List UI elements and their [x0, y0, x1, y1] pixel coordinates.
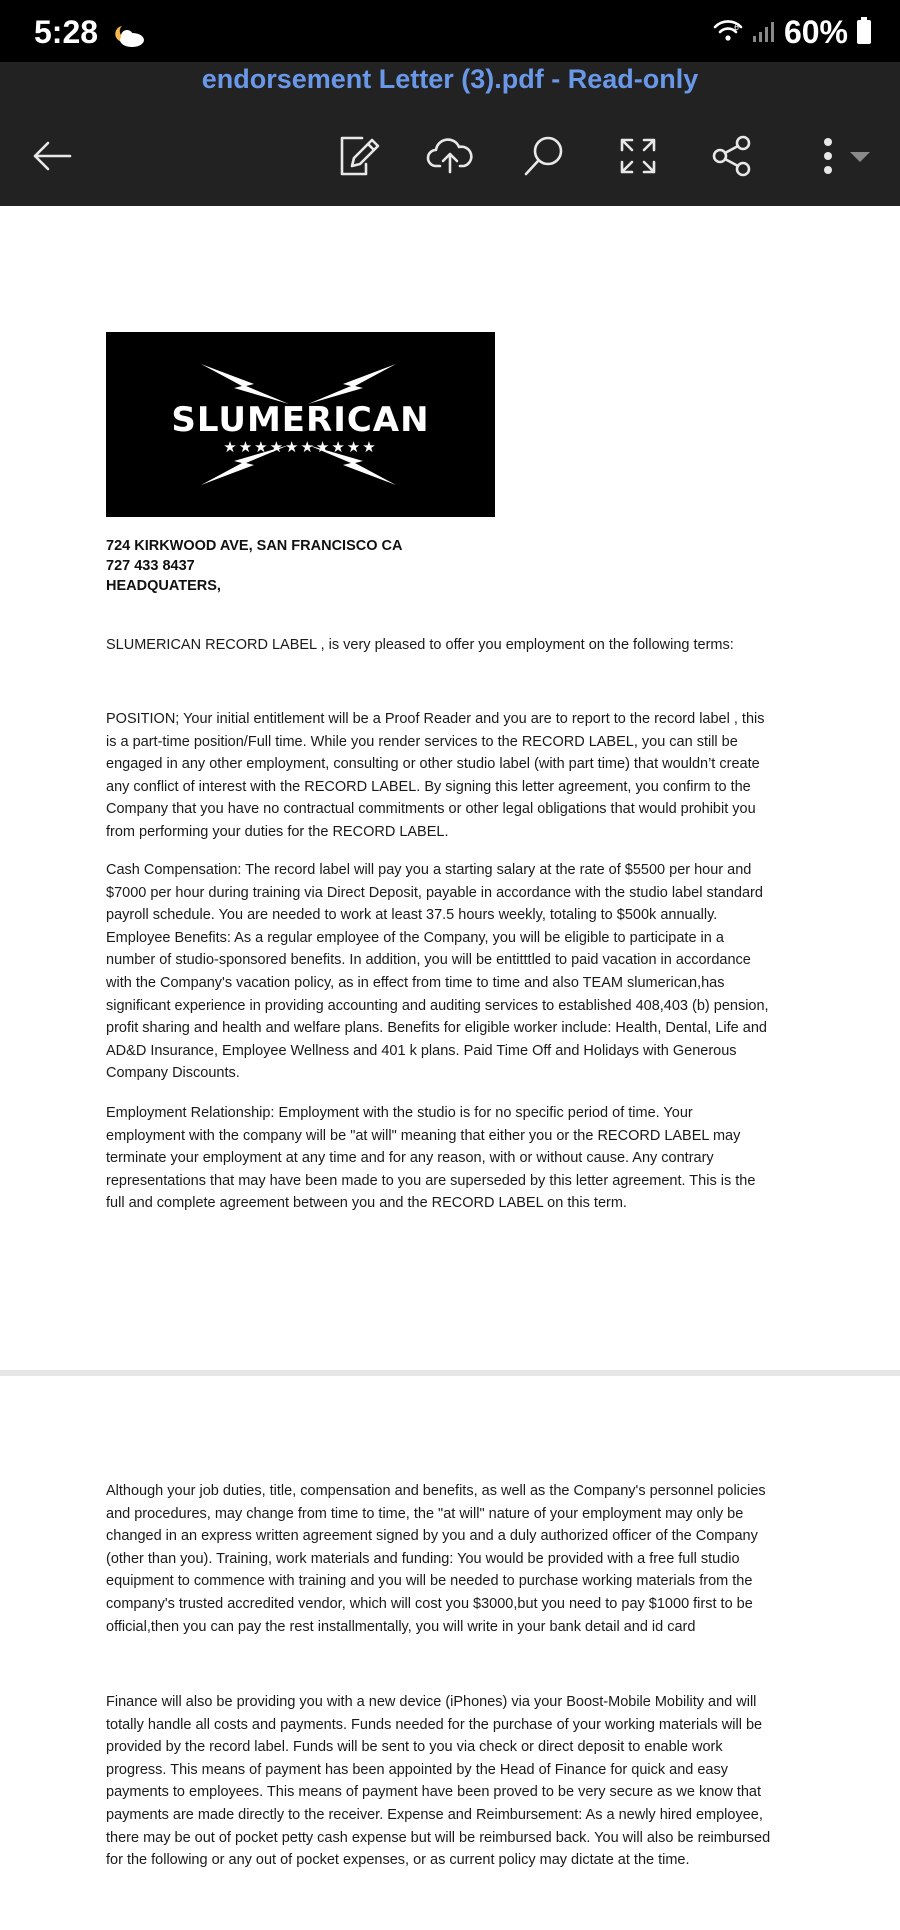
share-button[interactable] [704, 130, 760, 186]
battery-icon [856, 17, 872, 49]
search-icon [522, 134, 566, 182]
back-arrow-icon [30, 138, 74, 178]
dropdown-caret-icon[interactable] [850, 152, 870, 162]
document-title: endorsement Letter (3).pdf - Read-only [201, 64, 699, 94]
signal-icon [752, 19, 776, 47]
position-paragraph: POSITION; Your initial entitlement will be a Proof Reader and you are to report to the record label , this is a part-time position/Full time. While you render services to the RECORD LABEL, you can still be engaged in any other employment, consulting or other studio label (with part time) that wouldn’t create any conflict of interest with the RECORD LABEL. By signing this letter agreement, you confirm to the Company that you have no contractual commitments or other legal obligations that would prohibit you from performing your duties for the RECORD LABEL. [106, 711, 765, 840]
intro-paragraph: SLUMERICAN RECORD LABEL , is very pleased to offer you employment on the following terms: [106, 637, 734, 653]
fullscreen-icon [618, 136, 658, 180]
compensation-paragraph: Cash Compensation: The record label will pay you a starting salary at the rate of $5500 per hour and $7000 per hour during training via Direct Deposit, payable in accordance with the studio label standard payroll schedule. You are needed to work at least 37.5 hours weekly, totaling to $500k annually. Employee Benefits: As a regular employee of the Company, you will be eligible to participate in a number of studio-sponsored benefits. In addition, you will be entitttled to paid vacation in accordance with the Company's vacation policy, as in effect from time to time and also TEAM slumerican,has significant experience in providing accounting and auditing services to established 408,403 (b) pension, profit sharing and health and welfare plans. Benefits for eligible worker include: Health, Dental, Life and AD&D Insurance, Employee Wellness and 401 k plans. Paid Time Off and Holidays with Generous Company Discounts. [106, 862, 769, 1082]
status-indicators [712, 14, 872, 51]
cloud-upload-icon [426, 136, 474, 180]
pdf-page-2 [0, 1376, 900, 1930]
address-line: 724 KIRKWOOD AVE, SAN FRANCISCO CA [106, 538, 403, 554]
svg-text:6: 6 [733, 22, 740, 32]
pdf-toolbar [0, 62, 900, 206]
edit-document-icon [336, 134, 380, 182]
more-options-button[interactable] [800, 130, 856, 186]
fullscreen-button[interactable] [610, 130, 666, 186]
status-time: 5:28 [34, 14, 99, 50]
logo-wordmark: SLUMERICAN [171, 400, 430, 440]
search-button[interactable] [516, 130, 572, 186]
company-logo [106, 332, 495, 517]
share-icon [710, 134, 754, 182]
back-button[interactable] [24, 130, 80, 186]
battery-percent: 60% [783, 14, 848, 50]
headquarters-line: HEADQUATERS, [106, 578, 221, 594]
company-address [106, 536, 402, 596]
night-cloud-icon [112, 22, 146, 48]
pdf-page-1 [0, 206, 900, 1370]
logo-stars: ★★★★★★★★★★ [223, 438, 378, 456]
more-vertical-icon [818, 134, 838, 182]
phone-line: 727 433 8437 [106, 558, 195, 574]
cloud-upload-button[interactable] [422, 130, 478, 186]
employment-relationship-paragraph: Employment Relationship: Employment with the studio is for no specific period of time. Your employment with the company will be "at will" meaning that either you or the RECORD LABEL may terminate your employment at any time and for any reason, with or without cause. Any contrary representations that may have been made to you are superseded by this letter agreement. This is the full and complete agreement between you and the RECORD LABEL on this term. [106, 1105, 756, 1212]
job-duties-paragraph: Although your job duties, title, compensation and benefits, as well as the Company's personnel policies and procedures, may change from time to time, the "at will" nature of your employment may only be changed in an express written agreement signed by you and a duly authorized officer of the Company (other than you). Training, work materials and funding: You would be provided with a free full studio equipment to commence with training and you will be needed to purchase working materials from the company's trusted accredited vendor, which will cost you $3000,but you need to pay $1000 first to be official,then you can pay the rest installmentally, you will write in your bank detail and id card [106, 1483, 766, 1635]
status-bar [0, 0, 900, 62]
edit-button[interactable] [330, 130, 386, 186]
finance-paragraph: Finance will also be providing you with a new device (iPhones) via your Boost-Mobile Mobility and will totally handle all costs and payments. Funds needed for the purchase of your working materials will be provided by the record label. Funds will be sent to you via check or direct deposit to enable work progress. This means of payment has been appointed by the Head of Finance for quick and easy payments to employees. This means of payment have been proved to be very secure as we know that payments are made directly to the receiver. Expense and Reimbursement: As a newly hired employee, there may be out of pocket petty cash expense but will be reimbursed back. You will also be reimbursed for the following or any out of pocket expenses, or as current policy may dictate at the time. [106, 1694, 771, 1869]
wifi-icon [712, 18, 744, 48]
